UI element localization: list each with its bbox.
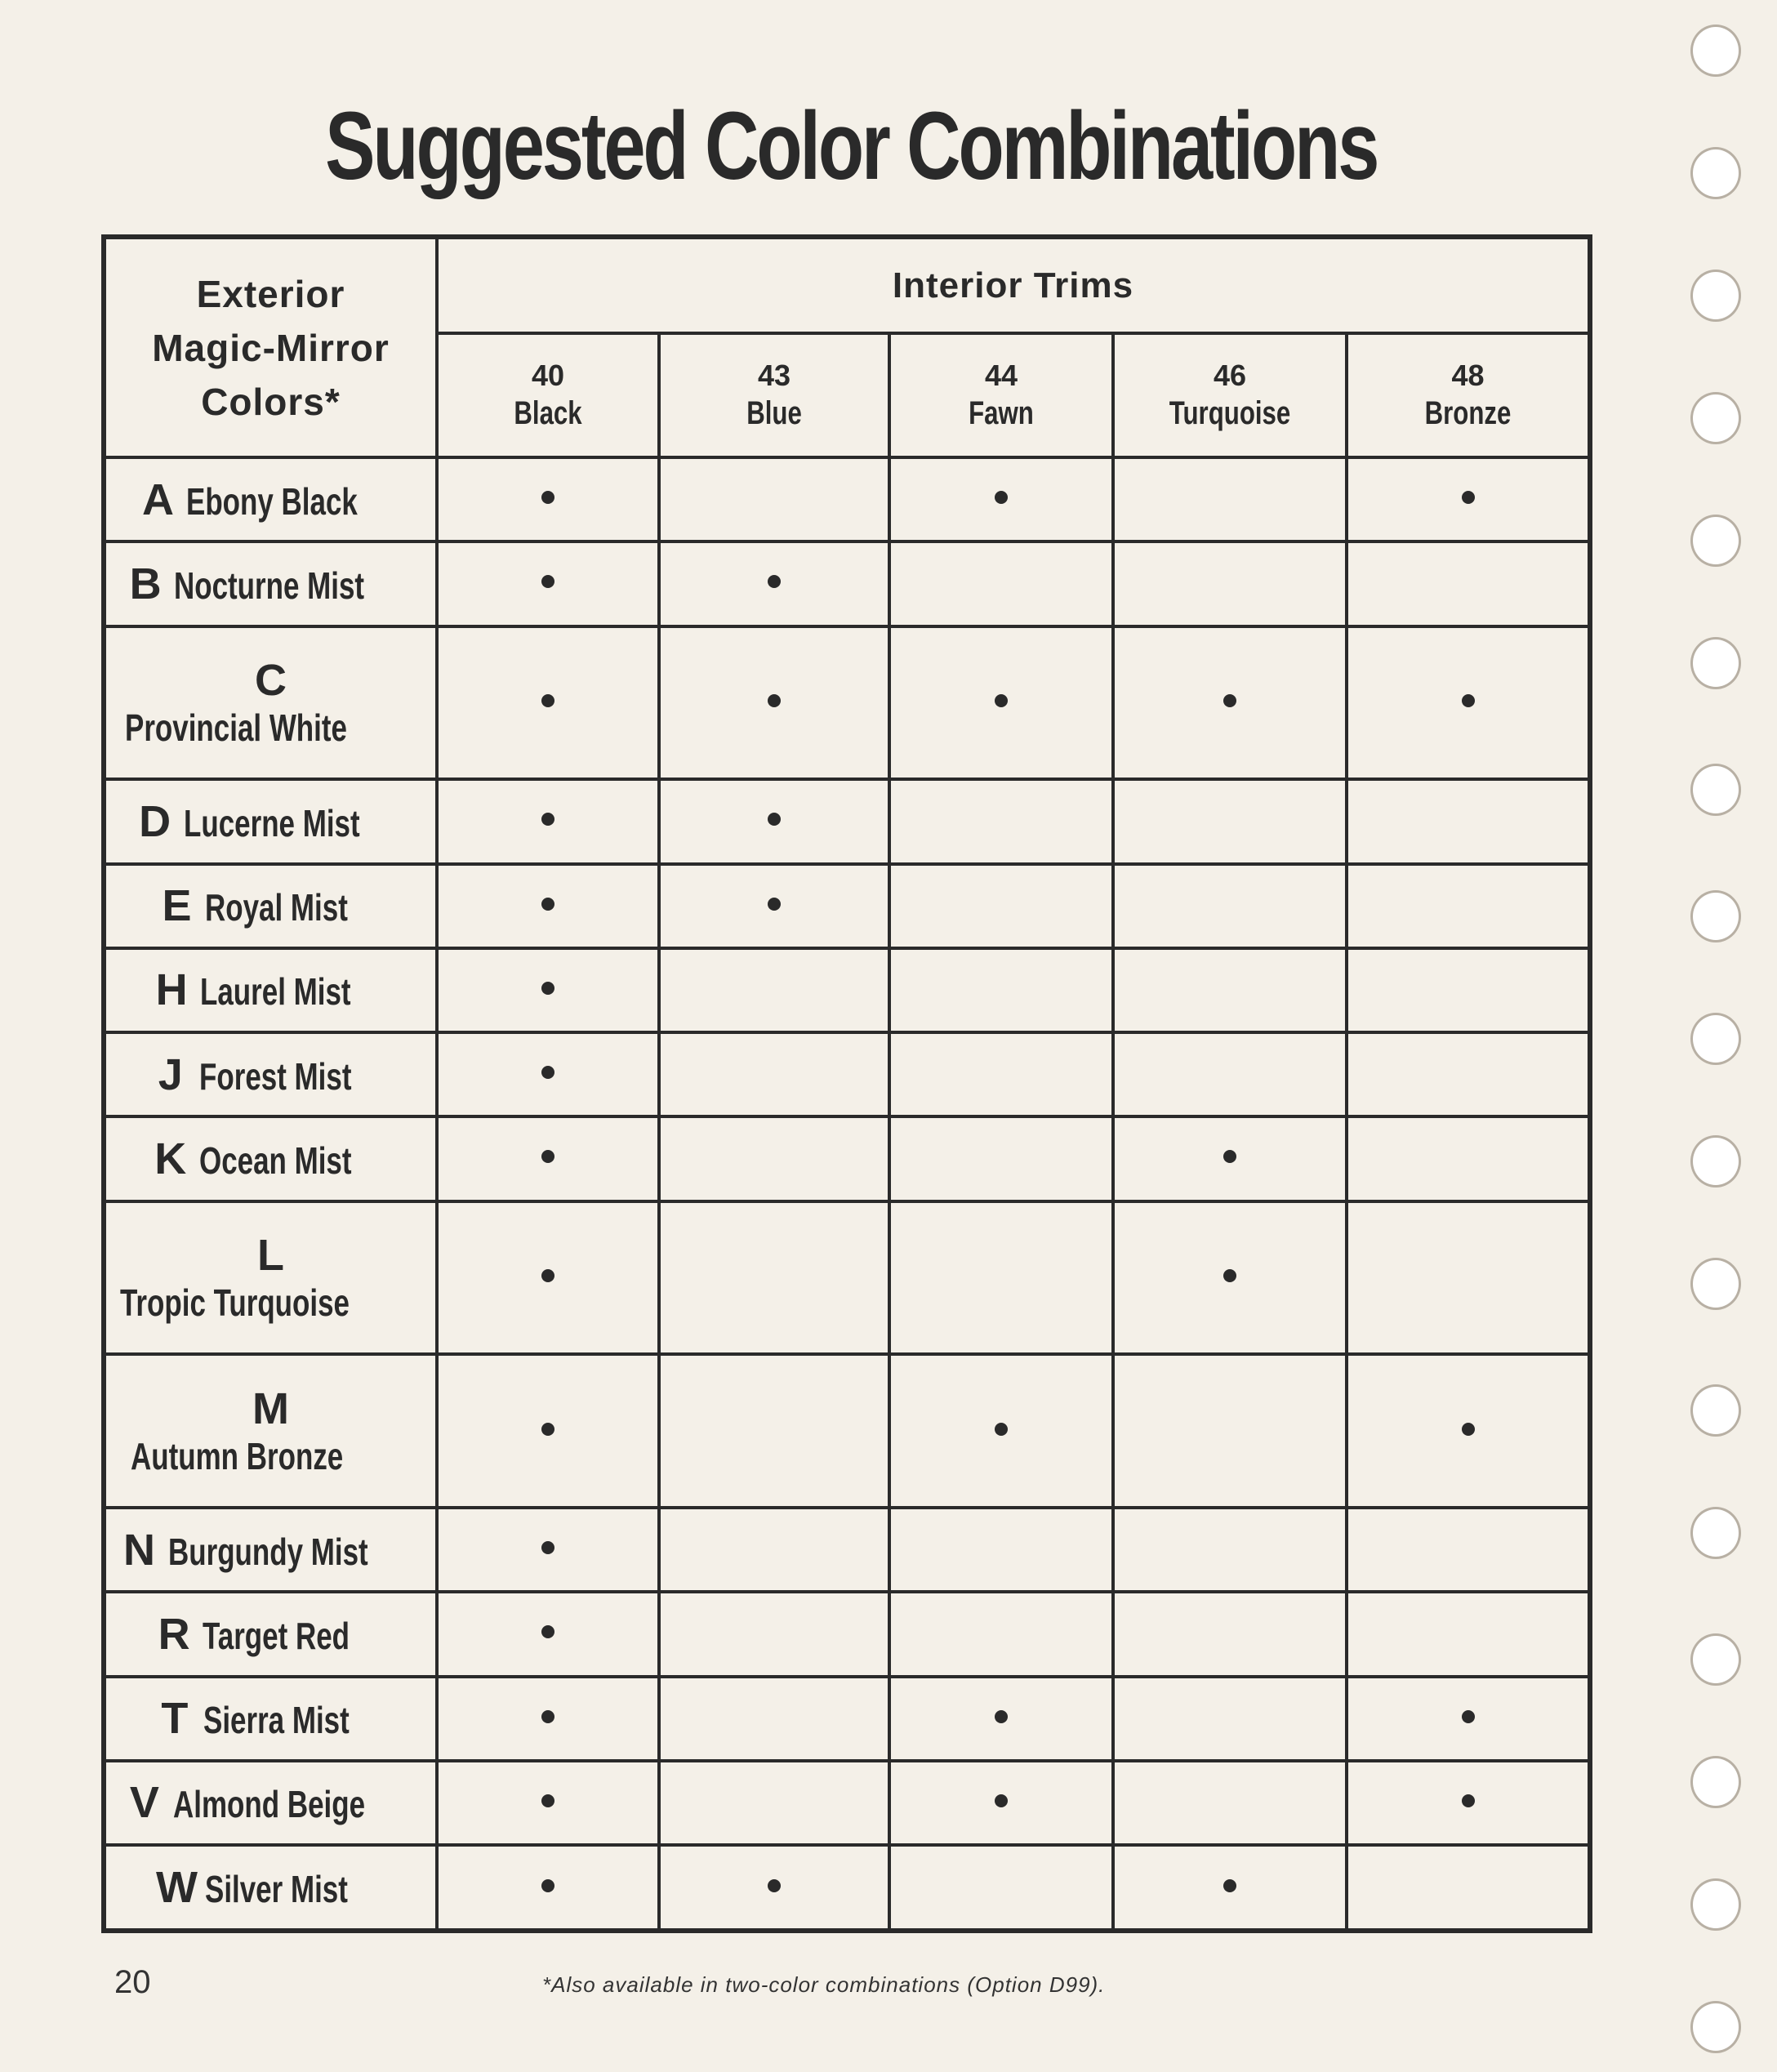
exterior-header-line: Magic-Mirror [152,326,390,369]
trim-code: 40 [531,359,565,392]
binder-hole [1690,1013,1741,1065]
combination-cell [437,1761,659,1845]
combination-cell [659,779,889,863]
exterior-color-cell [104,1116,437,1201]
exterior-color-cell [104,1354,437,1508]
combination-cell [889,626,1113,780]
available-dot-icon [541,1710,554,1723]
color-name: Lucerne Mist [183,801,360,844]
table-row [104,1201,1590,1355]
combination-cell [1347,1201,1590,1355]
combination-cell [659,457,889,541]
color-name: Sierra Mist [203,1699,350,1742]
combination-cell [659,1845,889,1931]
binder-hole [1690,392,1741,444]
combination-cell [889,457,1113,541]
color-combinations-table [101,234,1592,1933]
color-name: Autumn Bronze [131,1435,344,1478]
combination-cell [437,626,659,780]
color-letter: L [257,1231,284,1281]
combination-cell [437,1845,659,1931]
binder-hole [1690,1756,1741,1808]
combination-cell [1347,1116,1590,1201]
available-dot-icon [541,1423,554,1436]
interior-trims-header: Interior Trims [437,237,1590,333]
table-row [104,1032,1590,1116]
color-name: Silver Mist [205,1868,349,1910]
combination-cell [1113,864,1347,948]
available-dot-icon [1462,491,1475,504]
table-row [104,1761,1590,1845]
combination-cell [659,626,889,780]
combination-cell [889,1032,1113,1116]
exterior-color-cell [104,948,437,1032]
combination-cell [889,1592,1113,1676]
available-dot-icon [541,813,554,826]
available-dot-icon [1462,694,1475,707]
combination-cell [889,1677,1113,1761]
combination-cell [889,1201,1113,1355]
exterior-header-line: Colors* [201,380,341,423]
combination-cell [659,1761,889,1845]
exterior-color-cell [104,1845,437,1931]
binder-hole [1690,1258,1741,1310]
color-name: Tropic Turquoise [119,1281,350,1325]
table-row [104,1508,1590,1592]
combination-cell [437,1354,659,1508]
combination-cell [659,948,889,1032]
available-dot-icon [768,813,781,826]
available-dot-icon [995,1423,1008,1436]
combination-cell [1113,1201,1347,1355]
color-name: Provincial White [124,706,347,750]
combination-cell [1113,457,1347,541]
color-letter: V [129,1778,159,1828]
available-dot-icon [1223,1150,1236,1163]
combination-cell [889,1845,1113,1931]
combination-cell [1347,1354,1590,1508]
table-row [104,1677,1590,1761]
color-letter: N [123,1525,155,1575]
table-row [104,864,1590,948]
available-dot-icon [1462,1794,1475,1807]
exterior-header-line: Exterior [196,272,345,315]
available-dot-icon [768,575,781,588]
available-dot-icon [541,1269,554,1282]
trim-name: Fawn [969,395,1034,431]
color-name: Almond Beige [172,1783,365,1826]
combination-cell [659,1508,889,1592]
combination-cell [437,1201,659,1355]
color-letter: K [154,1134,187,1183]
combination-cell [1113,948,1347,1032]
color-name: Burgundy Mist [167,1530,368,1573]
combination-cell [1347,541,1590,626]
table-row [104,1116,1590,1201]
available-dot-icon [768,1879,781,1892]
exterior-color-cell [104,1592,437,1676]
table-row [104,626,1590,780]
available-dot-icon [541,694,554,707]
combination-cell [1347,1845,1590,1931]
color-letter: T [161,1694,189,1744]
combination-cell [437,1508,659,1592]
combination-cell [659,541,889,626]
binder-hole [1690,1135,1741,1188]
color-name: Royal Mist [205,886,349,929]
color-name: Target Red [203,1614,350,1657]
available-dot-icon [1462,1423,1475,1436]
available-dot-icon [768,898,781,911]
trim-name: Bronze [1424,395,1512,431]
trim-code: 48 [1451,359,1485,392]
available-dot-icon [995,694,1008,707]
exterior-color-cell [104,1032,437,1116]
color-letter: W [155,1863,198,1912]
available-dot-icon [1462,1710,1475,1723]
table-body [104,457,1590,1931]
trim-header-44 [889,333,1113,457]
table-row [104,1592,1590,1676]
table-row [104,779,1590,863]
combination-cell [889,948,1113,1032]
binder-hole [1690,890,1741,942]
color-letter: E [162,881,192,931]
combination-cell [889,541,1113,626]
combination-cell [659,1592,889,1676]
available-dot-icon [541,1066,554,1079]
color-letter: H [155,965,188,1015]
color-name: Ebony Black [186,479,359,523]
combination-cell [1113,1032,1347,1116]
trim-code: 46 [1213,359,1247,392]
combination-cell [659,1032,889,1116]
binder-hole [1690,1878,1741,1931]
page-title: Suggested Color Combinations [325,92,1378,200]
combination-cell [1347,1761,1590,1845]
combination-cell [659,1677,889,1761]
available-dot-icon [541,898,554,911]
trim-name: Turquoise [1169,395,1291,431]
binder-hole [1690,1507,1741,1559]
table-row [104,948,1590,1032]
available-dot-icon [541,1879,554,1892]
exterior-color-cell [104,541,437,626]
binder-hole [1690,637,1741,689]
trim-name: Blue [746,395,802,431]
binder-holes [1682,0,1777,2072]
exterior-color-cell [104,457,437,541]
available-dot-icon [1223,694,1236,707]
binder-hole [1690,515,1741,567]
combination-cell [437,541,659,626]
color-name: Nocturne Mist [174,564,365,607]
table-row [104,1354,1590,1508]
combination-cell [1113,1845,1347,1931]
exterior-color-cell [104,626,437,780]
combination-cell [1113,1592,1347,1676]
color-letter: B [129,559,162,608]
combination-cell [659,1116,889,1201]
trim-name: Black [514,395,582,431]
combination-cell [659,1354,889,1508]
available-dot-icon [995,1710,1008,1723]
available-dot-icon [541,1150,554,1163]
exterior-color-cell [104,1201,437,1355]
exterior-colors-header [104,237,437,457]
available-dot-icon [541,1625,554,1638]
color-letter: R [158,1609,190,1659]
binder-hole [1690,764,1741,816]
color-letter: C [255,656,287,706]
color-name: Ocean Mist [198,1138,352,1182]
binder-hole [1690,1633,1741,1686]
combination-cell [1113,1508,1347,1592]
available-dot-icon [1223,1269,1236,1282]
color-letter: M [252,1384,289,1434]
combination-cell [437,457,659,541]
combination-cell [889,864,1113,948]
combination-cell [437,1032,659,1116]
exterior-color-cell [104,1508,437,1592]
combination-cell [437,1592,659,1676]
combination-cell [437,779,659,863]
trim-header-43 [659,333,889,457]
available-dot-icon [541,575,554,588]
combination-cell [1113,541,1347,626]
available-dot-icon [541,1541,554,1554]
color-letter: D [139,796,171,846]
trim-header-40 [437,333,659,457]
available-dot-icon [1223,1879,1236,1892]
combination-cell [889,1116,1113,1201]
trim-header-48 [1347,333,1590,457]
combination-cell [1113,1761,1347,1845]
available-dot-icon [541,491,554,504]
combination-cell [1113,779,1347,863]
combination-cell [659,864,889,948]
combination-cell [1347,1508,1590,1592]
combination-cell [1347,1677,1590,1761]
combination-cell [1113,626,1347,780]
footnote: *Also available in two-color combinations (Option D99). [542,1972,1106,1997]
available-dot-icon [768,694,781,707]
exterior-color-cell [104,1761,437,1845]
combination-cell [889,779,1113,863]
binder-hole [1690,270,1741,322]
combination-cell [1347,457,1590,541]
available-dot-icon [541,982,554,995]
table-row [104,1845,1590,1931]
combination-cell [889,1354,1113,1508]
page-number: 20 [114,1964,151,2000]
exterior-color-cell [104,1677,437,1761]
color-letter: A [141,475,174,524]
combination-cell [1347,948,1590,1032]
binder-hole [1690,25,1741,77]
trim-code: 44 [984,359,1018,392]
combination-cell [1347,779,1590,863]
combination-cell [437,948,659,1032]
combination-cell [1347,1592,1590,1676]
exterior-color-cell [104,864,437,948]
combination-cell [1113,1116,1347,1201]
combination-cell [1347,1032,1590,1116]
combination-cell [889,1508,1113,1592]
available-dot-icon [995,1794,1008,1807]
combination-cell [889,1761,1113,1845]
combination-cell [1347,864,1590,948]
binder-hole [1690,147,1741,199]
table-row [104,541,1590,626]
exterior-color-cell [104,779,437,863]
combination-cell [659,1201,889,1355]
trim-header-46 [1113,333,1347,457]
combination-cell [1347,626,1590,780]
combination-cell [437,1116,659,1201]
combination-cell [437,1677,659,1761]
binder-hole [1690,2001,1741,2053]
color-name: Laurel Mist [200,970,351,1014]
available-dot-icon [995,491,1008,504]
available-dot-icon [541,1794,554,1807]
trim-code: 43 [757,359,791,392]
color-name: Forest Mist [198,1054,352,1098]
binder-hole [1690,1384,1741,1437]
color-letter: J [158,1049,183,1099]
combination-cell [437,864,659,948]
table-row [104,457,1590,541]
combination-cell [1113,1677,1347,1761]
combination-cell [1113,1354,1347,1508]
